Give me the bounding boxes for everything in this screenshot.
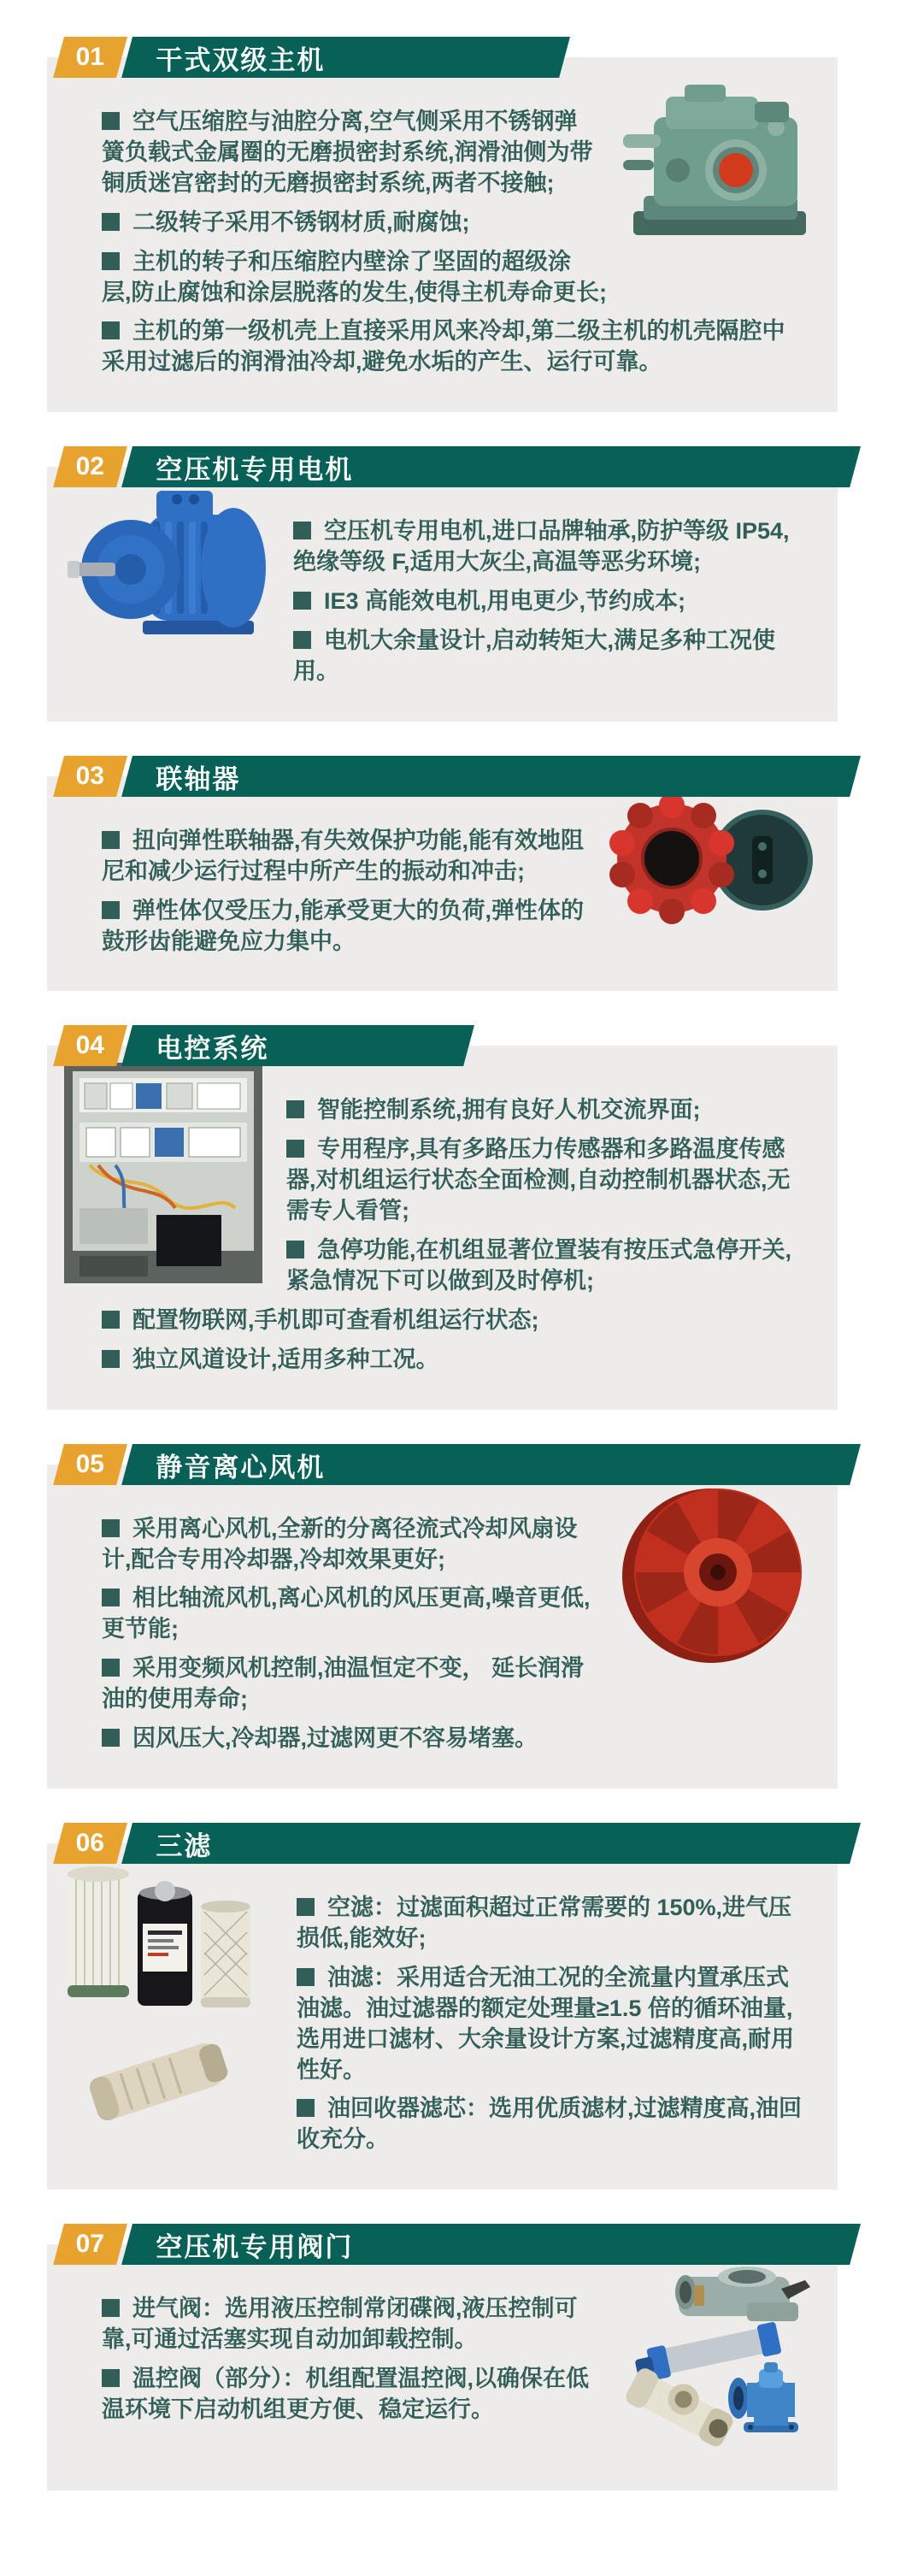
section-number: 04	[75, 1031, 105, 1060]
bullet-text: 空压机专用电机,进口品牌轴承,防护等级 IP54,绝缘等级 F,适用大灰尘,高温等恶劣环境;	[293, 518, 790, 575]
section-number: 01	[75, 43, 105, 71]
bullet-square-icon	[297, 1898, 315, 1916]
section-title: 静音离心风机	[156, 1452, 326, 1483]
bullet-square-icon	[293, 592, 311, 610]
bullet-text: 采用变频风机控制,油温恒定不变， 延长润滑油的使用寿命;	[102, 1655, 585, 1712]
bullet-square-icon	[102, 1659, 120, 1677]
bullet-square-icon	[286, 1241, 304, 1259]
bullet-square-icon	[297, 1968, 315, 1986]
dedicated-valves-photo	[619, 2255, 819, 2455]
section-number: 03	[75, 761, 105, 790]
section-title-banner	[121, 756, 861, 797]
section-number-badge	[53, 2224, 127, 2265]
bullet-text: 弹性体仅受压力,能承受更大的负荷,弹性体的鼓形齿能避免应力集中。	[102, 897, 585, 954]
electric-control-cabinet-photo	[64, 1063, 262, 1283]
bullet-text: 温控阀（部分）：机组配置温控阀,以确保在低温环境下启动机组更方便、稳定运行。	[102, 2366, 590, 2422]
section-title: 电控系统	[156, 1033, 269, 1064]
section-panel	[47, 776, 838, 992]
section-coupling	[47, 756, 838, 992]
bullet-item	[102, 1724, 807, 1754]
bullet-square-icon	[102, 112, 120, 130]
bullet-text: 二级转子采用不锈钢材质,耐腐蚀;	[132, 209, 470, 235]
bullet-text: 油回收器滤芯：选用优质滤材,过滤精度高,油回收充分。	[297, 2096, 803, 2153]
section-title-banner	[121, 1444, 861, 1485]
bullet-square-icon	[102, 1589, 120, 1606]
section-title-banner	[121, 37, 570, 78]
dry-two-stage-airend-photo	[618, 68, 819, 247]
bullet-text: 主机的转子和压缩腔内壁涂了坚固的超级涂层,防止腐蚀和涂层脱落的发生,使得主机寿命更长;	[102, 248, 607, 305]
section-panel	[47, 1046, 838, 1409]
section-panel	[47, 1843, 838, 2190]
section-number-badge	[53, 1444, 127, 1485]
bullet-square-icon	[102, 2299, 120, 2317]
bullet-text: 油滤：采用适合无油工况的全流量内置承压式油滤。油过滤器的额定处理量≥1.5 倍的循环油量,选用进口滤材、大余量设计方案,过滤精度高,耐用性好。	[297, 1964, 795, 2083]
bullet-square-icon	[102, 831, 120, 849]
section-title-banner	[121, 446, 861, 487]
bullet-square-icon	[102, 901, 120, 919]
section-title: 联轴器	[156, 763, 241, 794]
section-dedicated-valves	[47, 2224, 838, 2491]
section-title: 空压机专用电机	[156, 454, 354, 485]
bullet-text: 扭向弹性联轴器,有失效保护功能,能有效地阻尼和减少运行过程中所产生的振动和冲击;	[102, 827, 585, 884]
section-electric-control	[47, 1025, 838, 1409]
bullet-text: 独立风道设计,适用多种工况。	[132, 1346, 439, 1372]
section-header	[64, 756, 838, 797]
bullet-text: 相比轴流风机,离心风机的风压更高,噪音更低,更节能;	[102, 1585, 591, 1642]
section-header	[64, 1444, 838, 1485]
bullet-text: 进气阀：选用液压控制常闭碟阀,液压控制可靠,可通过活塞实现自动加卸载控制。	[102, 2296, 578, 2353]
section-panel	[47, 1465, 838, 1789]
bullet-text: 电机大余量设计,启动转矩大,满足多种工况使用。	[293, 627, 776, 684]
bullet-square-icon	[102, 252, 120, 270]
bullet-square-icon	[286, 1140, 304, 1158]
section-number-badge	[53, 1025, 127, 1066]
bullet-square-icon	[293, 631, 311, 649]
section-title-banner	[121, 2224, 861, 2265]
dedicated-motor-photo	[64, 484, 269, 646]
section-number-badge	[53, 1823, 127, 1864]
section-title: 空压机专用阀门	[156, 2231, 354, 2262]
bullet-square-icon	[102, 213, 120, 231]
section-number-badge	[53, 37, 127, 78]
section-title-banner	[121, 1025, 474, 1066]
section-header	[64, 446, 838, 487]
section-title: 三滤	[156, 1830, 213, 1861]
bullet-square-icon	[102, 1519, 120, 1537]
filters-photo	[64, 1860, 273, 2132]
section-centrifugal-fan	[47, 1444, 838, 1789]
bullet-text: 采用离心风机,全新的分离径流式冷却风扇设计,配合专用冷却器,冷却效果更好;	[102, 1515, 578, 1572]
bullet-item	[102, 247, 807, 309]
bullet-square-icon	[286, 1100, 304, 1118]
section-number: 06	[75, 1829, 105, 1857]
bullet-item	[102, 1345, 807, 1376]
bullet-text: 配置物联网,手机即可查看机组运行状态;	[132, 1306, 539, 1333]
flexible-coupling-photo	[605, 787, 819, 930]
centrifugal-fan-photo	[615, 1475, 819, 1673]
section-number: 05	[75, 1449, 105, 1478]
section-header	[64, 1823, 838, 1864]
section-dry-two-stage-airend	[47, 37, 838, 412]
section-number-badge	[53, 446, 127, 487]
bullet-item	[102, 1306, 807, 1336]
bullet-text: IE3 高能效电机,用电更少,节约成本;	[324, 588, 686, 615]
bullet-square-icon	[102, 321, 120, 339]
bullet-square-icon	[102, 1311, 120, 1329]
section-title-banner	[121, 1823, 861, 1864]
bullet-text: 智能控制系统,拥有良好人机交流界面;	[317, 1097, 701, 1123]
section-panel	[47, 57, 838, 412]
section-header	[64, 1025, 838, 1066]
section-number-badge	[53, 756, 127, 797]
bullet-square-icon	[102, 1729, 120, 1747]
section-filters	[47, 1823, 838, 2190]
section-panel	[47, 467, 838, 722]
section-header	[64, 2224, 838, 2265]
section-header	[64, 37, 838, 78]
section-dedicated-motor	[47, 446, 838, 722]
bullet-text: 因风压大,冷却器,过滤网更不容易堵塞。	[132, 1725, 538, 1752]
bullet-square-icon	[293, 522, 311, 539]
section-number: 07	[75, 2230, 105, 2259]
bullet-text: 空滤：过滤面积超过正常需要的 150%,进气压损低,能效好;	[297, 1895, 792, 1951]
section-title: 干式双级主机	[156, 44, 326, 75]
bullet-text: 空气压缩腔与油腔分离,空气侧采用不锈钢弹簧负载式金属圈的无磨损密封系统,润滑油侧为带铜质迷宫密封的无磨损密封系统,两者不接触;	[102, 109, 593, 196]
bullet-text: 专用程序,具有多路压力传感器和多路温度传感器,对机组运行状态全面检测,自动控制机器状态,无需专人看管;	[286, 1136, 791, 1224]
section-panel	[47, 2244, 838, 2491]
bullet-text: 主机的第一级机壳上直接采用风来冷却,第二级主机的机壳隔腔中采用过滤后的润滑油冷却,避免水垢的产生、运行可靠。	[102, 318, 785, 375]
bullet-item	[102, 316, 807, 378]
bullet-square-icon	[297, 2099, 315, 2117]
bullet-square-icon	[102, 2369, 120, 2387]
section-number: 02	[75, 452, 105, 481]
bullet-text: 急停功能,在机组显著位置装有按压式急停开关,紧急情况下可以做到及时停机;	[286, 1237, 792, 1294]
bullet-square-icon	[102, 1350, 120, 1368]
